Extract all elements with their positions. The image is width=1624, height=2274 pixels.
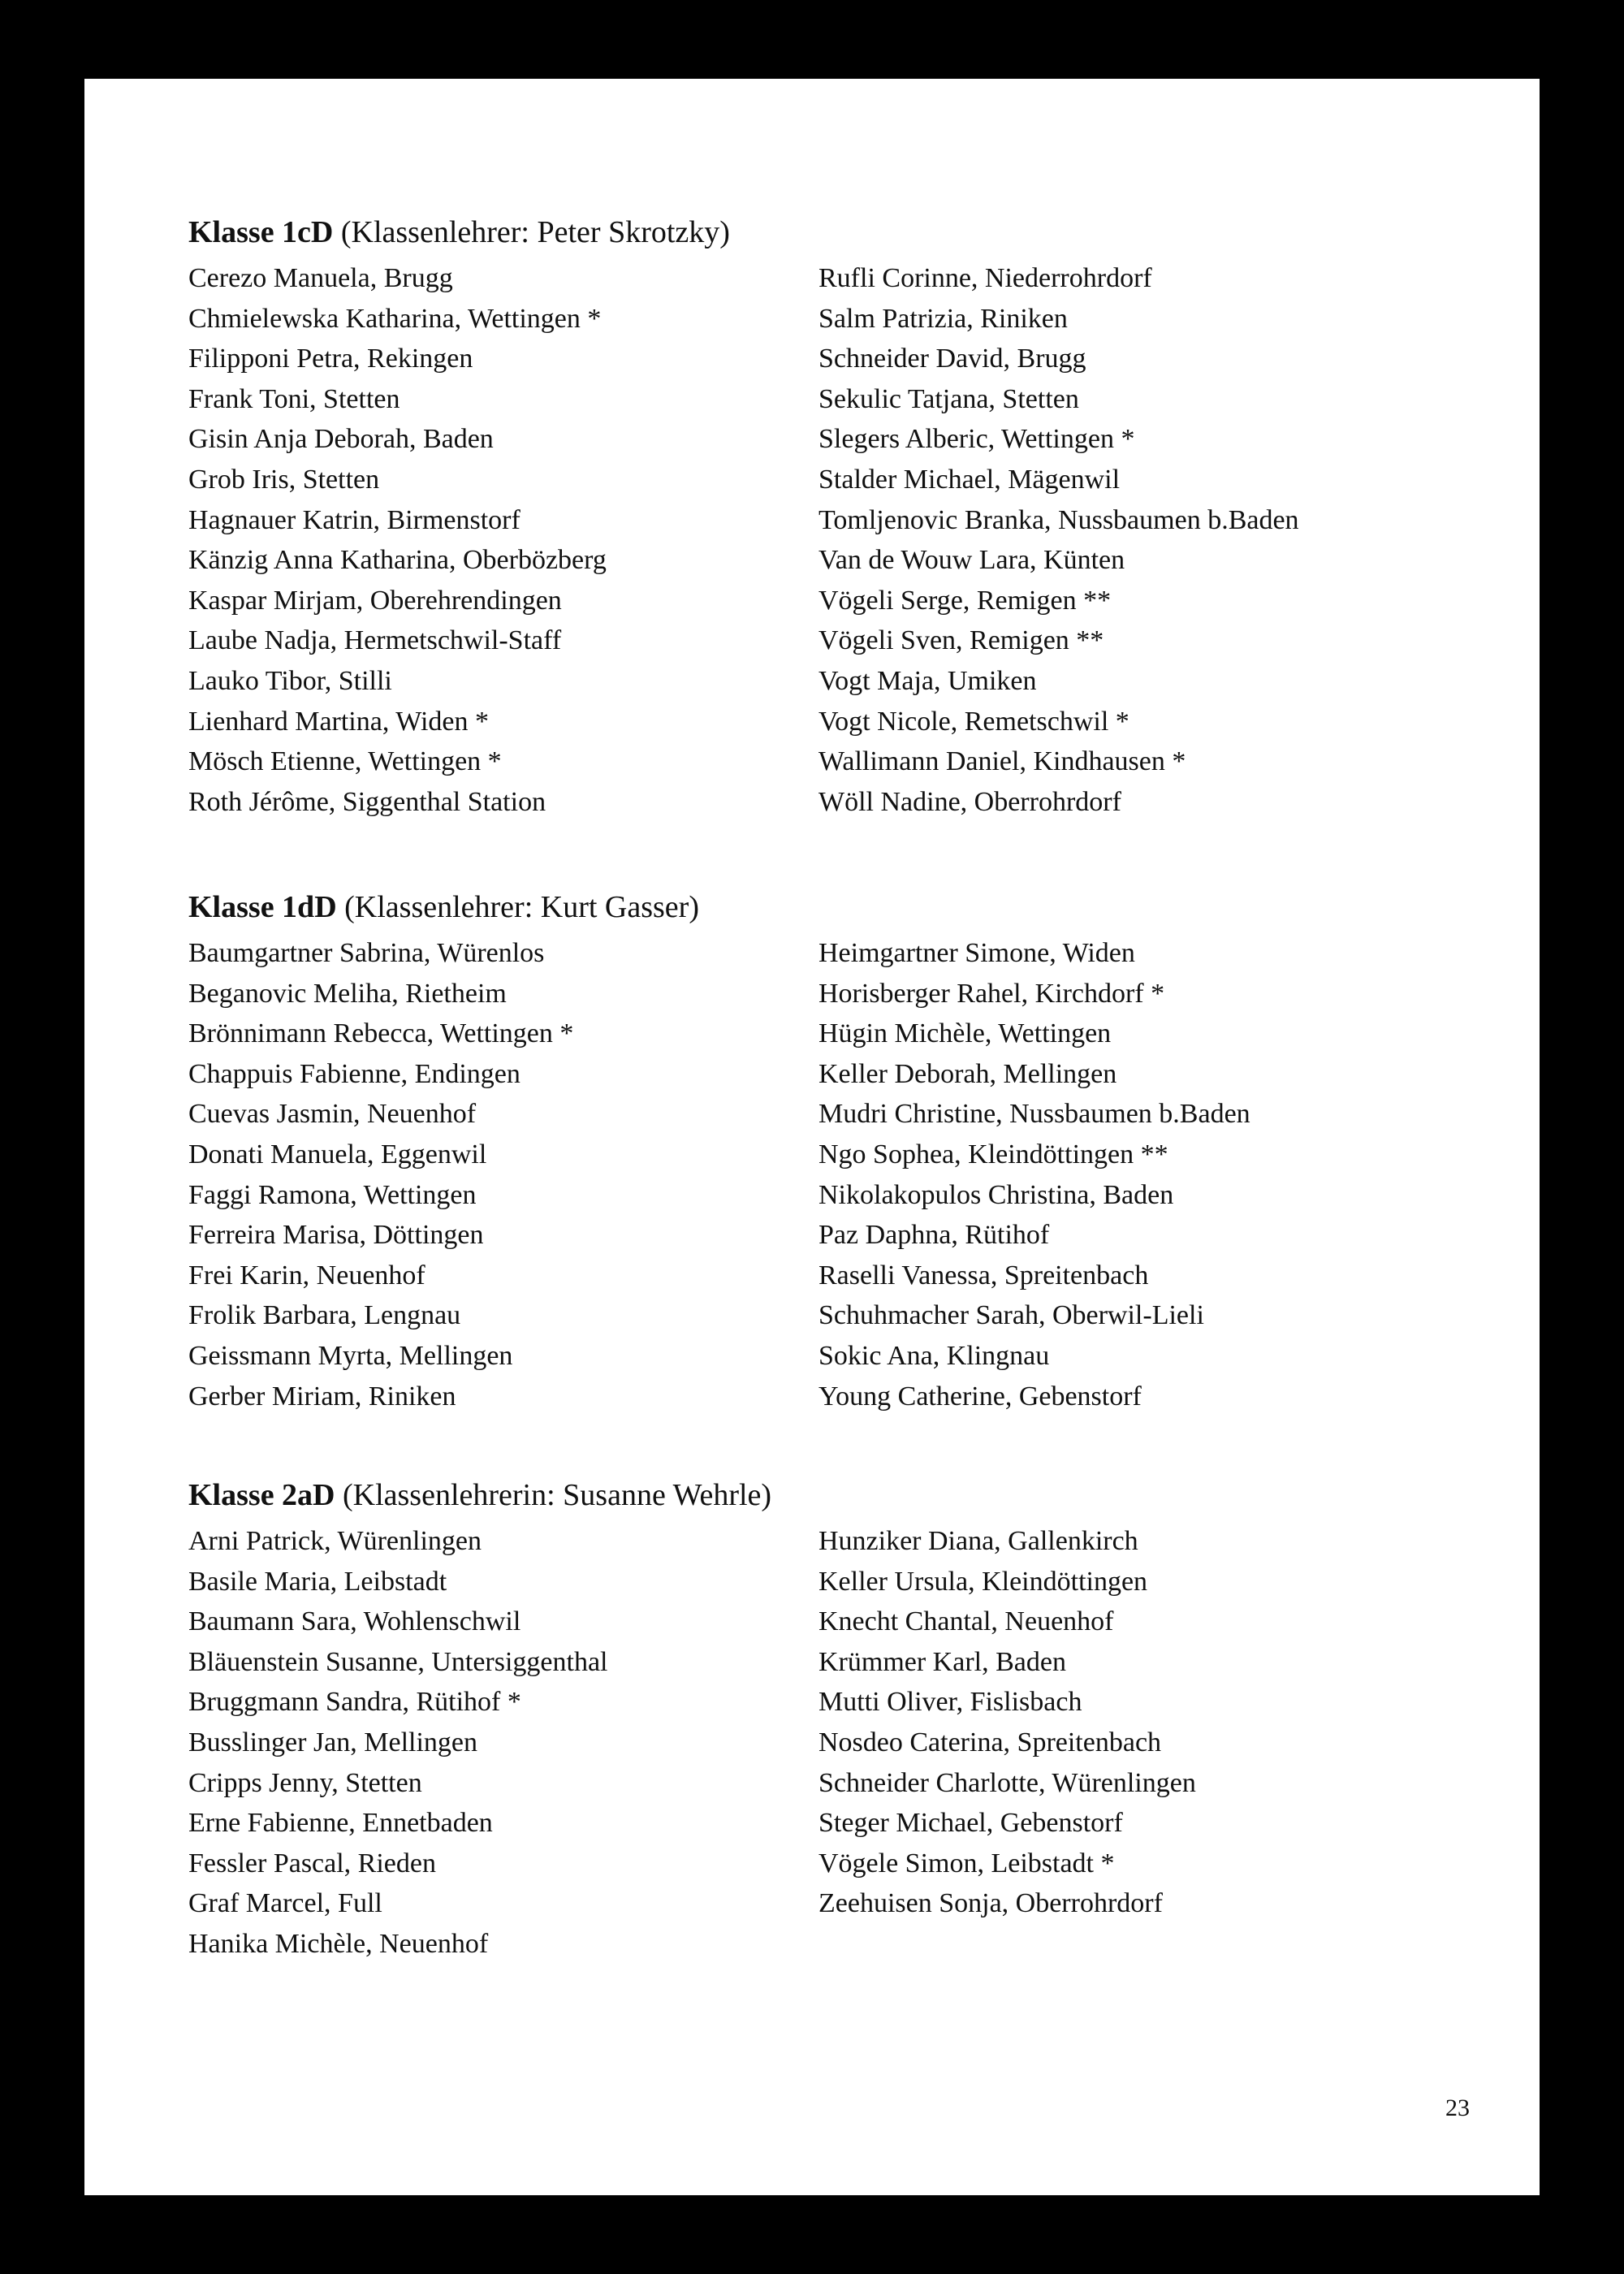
student-entry: Basile Maria, Leibstadt: [188, 1566, 447, 1597]
student-entry: Laube Nadja, Hermetschwil-Staff: [188, 625, 562, 656]
student-entry: Mutti Oliver, Fislisbach: [818, 1687, 1082, 1718]
student-entry: Salm Patrizia, Riniken: [818, 303, 1068, 334]
student-entry: Donati Manuela, Eggenwil: [188, 1139, 487, 1169]
student-entry: Geissmann Myrta, Mellingen: [188, 1340, 513, 1371]
student-entry: Bläuenstein Susanne, Untersiggenthal: [188, 1646, 608, 1677]
student-entry: Frank Toni, Stetten: [188, 383, 400, 414]
class-label: Klasse 1dD: [188, 890, 337, 924]
student-entry: Sokic Ana, Klingnau: [818, 1340, 1050, 1371]
student-entry: Ferreira Marisa, Döttingen: [188, 1220, 484, 1251]
student-list-left: [188, 933, 806, 1416]
student-entry: Arni Patrick, Würenlingen: [188, 1526, 482, 1556]
student-list-left: [188, 1521, 806, 1965]
student-entry: Ngo Sophea, Kleindöttingen **: [818, 1139, 1168, 1169]
student-entry: Paz Daphna, Rütihof: [818, 1220, 1050, 1251]
student-entry: Keller Ursula, Kleindöttingen: [818, 1566, 1148, 1597]
student-entry: Filipponi Petra, Rekingen: [188, 344, 473, 374]
class-section-1dd: [188, 886, 1471, 1412]
student-entry: Wöll Nadine, Oberrohrdorf: [818, 786, 1121, 817]
student-entry: Beganovic Meliha, Rietheim: [188, 978, 507, 1009]
student-entry: Krümmer Karl, Baden: [818, 1646, 1066, 1677]
student-entry: Faggi Ramona, Wettingen: [188, 1179, 477, 1210]
student-entry: Hunziker Diana, Gallenkirch: [818, 1526, 1138, 1556]
student-entry: Hügin Michèle, Wettingen: [818, 1018, 1112, 1049]
student-entry: Hanika Michèle, Neuenhof: [188, 1928, 489, 1959]
teacher-label: (Klassenlehrer: Kurt Gasser): [344, 890, 699, 924]
teacher-label: (Klassenlehrer: Peter Skrotzky): [340, 215, 730, 249]
student-entry: Zeehuisen Sonja, Oberrohrdorf: [818, 1888, 1163, 1919]
student-entry: Baumann Sara, Wohlenschwil: [188, 1606, 521, 1637]
student-entry: Schneider David, Brugg: [818, 344, 1086, 374]
student-entry: Hagnauer Katrin, Birmenstorf: [188, 504, 520, 535]
section-heading: [188, 886, 1471, 928]
student-entry: Rufli Corinne, Niederrohrdorf: [818, 263, 1152, 293]
student-entry: Kaspar Mirjam, Oberehrendingen: [188, 585, 562, 616]
student-entry: Schneider Charlotte, Würenlingen: [818, 1767, 1196, 1798]
student-list-left: [188, 258, 806, 822]
student-entry: Frei Karin, Neuenhof: [188, 1260, 425, 1290]
student-entry: Känzig Anna Katharina, Oberbözberg: [188, 545, 607, 576]
student-entry: Vögele Simon, Leibstadt *: [818, 1848, 1115, 1878]
page-number: 23: [1445, 2095, 1470, 2121]
student-entry: Vogt Nicole, Remetschwil *: [818, 706, 1129, 737]
student-entry: Cripps Jenny, Stetten: [188, 1767, 422, 1798]
student-entry: Chmielewska Katharina, Wettingen *: [188, 303, 602, 334]
student-entry: Keller Deborah, Mellingen: [818, 1058, 1117, 1089]
student-entry: Horisberger Rahel, Kirchdorf *: [818, 978, 1165, 1009]
student-entry: Sekulic Tatjana, Stetten: [818, 383, 1079, 414]
student-entry: Mösch Etienne, Wettingen *: [188, 746, 502, 777]
student-entry: Gerber Miriam, Riniken: [188, 1381, 456, 1412]
student-entry: Gisin Anja Deborah, Baden: [188, 424, 494, 455]
student-entry: Vögeli Sven, Remigen **: [818, 625, 1104, 656]
student-entry: Heimgartner Simone, Widen: [818, 938, 1135, 968]
student-entry: Mudri Christine, Nussbaumen b.Baden: [818, 1099, 1250, 1130]
student-entry: Lauko Tibor, Stilli: [188, 665, 392, 696]
student-entry: Busslinger Jan, Mellingen: [188, 1727, 478, 1757]
student-list-right: [818, 933, 1436, 1416]
student-entry: Vögeli Serge, Remigen **: [818, 585, 1112, 616]
student-entry: Cuevas Jasmin, Neuenhof: [188, 1099, 477, 1130]
student-entry: Stalder Michael, Mägenwil: [818, 464, 1121, 495]
student-entry: Roth Jérôme, Siggenthal Station: [188, 786, 546, 817]
student-entry: Cerezo Manuela, Brugg: [188, 263, 453, 293]
student-entry: Nosdeo Caterina, Spreitenbach: [818, 1727, 1162, 1757]
student-entry: Nikolakopulos Christina, Baden: [818, 1179, 1174, 1210]
student-entry: Schuhmacher Sarah, Oberwil-Lieli: [818, 1300, 1204, 1331]
student-entry: Van de Wouw Lara, Künten: [818, 545, 1125, 576]
student-entry: Slegers Alberic, Wettingen *: [818, 424, 1135, 455]
section-heading: [188, 1474, 1471, 1516]
student-entry: Fessler Pascal, Rieden: [188, 1848, 436, 1878]
student-entry: Bruggmann Sandra, Rütihof *: [188, 1687, 521, 1718]
student-list-right: [818, 258, 1436, 822]
class-section-2ad: [188, 1474, 1471, 1959]
section-heading: [188, 211, 1471, 253]
teacher-label: (Klassenlehrerin: Susanne Wehrle): [343, 1478, 772, 1512]
student-entry: Knecht Chantal, Neuenhof: [818, 1606, 1114, 1637]
student-entry: Erne Fabienne, Ennetbaden: [188, 1808, 493, 1839]
student-list-right: [818, 1521, 1436, 1924]
student-entry: Baumgartner Sabrina, Würenlos: [188, 938, 545, 968]
class-label: Klasse 2aD: [188, 1478, 335, 1512]
class-label: Klasse 1cD: [188, 215, 334, 249]
student-entry: Grob Iris, Stetten: [188, 464, 380, 495]
student-entry: Young Catherine, Gebenstorf: [818, 1381, 1142, 1412]
document-page: [84, 79, 1540, 2195]
student-entry: Chappuis Fabienne, Endingen: [188, 1058, 520, 1089]
student-entry: Frolik Barbara, Lengnau: [188, 1300, 461, 1331]
student-entry: Brönnimann Rebecca, Wettingen *: [188, 1018, 574, 1049]
student-entry: Lienhard Martina, Widen *: [188, 706, 489, 737]
student-entry: Graf Marcel, Full: [188, 1888, 382, 1919]
class-section-1cd: [188, 211, 1471, 817]
student-entry: Raselli Vanessa, Spreitenbach: [818, 1260, 1149, 1290]
student-entry: Wallimann Daniel, Kindhausen *: [818, 746, 1186, 777]
student-entry: Vogt Maja, Umiken: [818, 665, 1037, 696]
student-entry: Steger Michael, Gebenstorf: [818, 1808, 1123, 1839]
student-entry: Tomljenovic Branka, Nussbaumen b.Baden: [818, 504, 1299, 535]
